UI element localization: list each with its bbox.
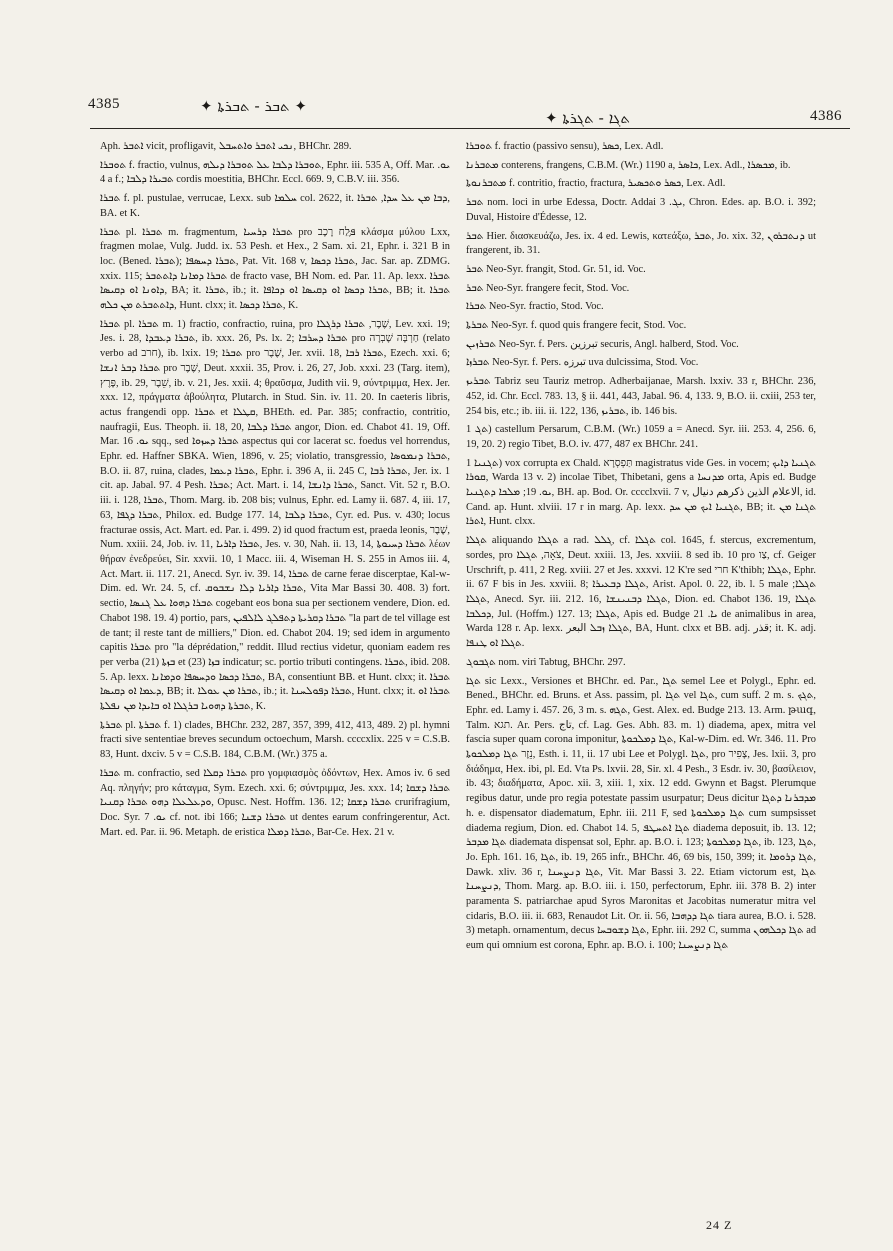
right-page-number: 4386	[810, 108, 842, 124]
dictionary-entry: ܬܒܪܐ m. confractio, sed ܬܒܪܐ ܕܩܠܐ pro γομφιασμὸς ὀδόντων, Hex. Amos iv. 6 sed Aq. πληγήν; pro κάταγμα, Sym. Ezech. xxi. 6; σύντριμμα, Jes. xxx. 14; ܬܒܪܐ ܕܫܩܐ ܘܕܥܠܥܠܐ ܕܗܘ ܬܒܪܐ ܕܩܢܝܐ, Opusc. Nest. Hoffm. 136. 12; ܬܒܪܐ ܕܫܩܐ crurifragium, Doc. Syr. ܝܘ. 7 cf. not. ibi 166; ܬܒܪܐ ܕܫܢܐ ut dentes earum confringerentur, Act. Mart. ed. Par. ii. 96. Metaph. de eristica ܬܒܪܐ ܕܡܠܐ, Bar-Ce. Hex. 21 v.	[100, 767, 451, 838]
dictionary-entry: ܬܒܪܙܐ Neo-Syr. f. Pers. تبرزه uva dulcissima, Stod. Voc.	[466, 357, 699, 369]
signature-mark: 24 Z	[706, 1218, 733, 1232]
dictionary-entry: ܬܒܪܙܝܢ Neo-Syr. f. Pers. تبرزين securis, Angl. halberd, Stod. Voc.	[466, 338, 739, 350]
header-rule	[90, 128, 850, 129]
dictionary-entry: ܬܒܪܐ f. pl. pustulae, verrucae, Lexx. sub ܚܠܡܐ col. 2622, it. ܕܒܐ ܡܢ ܥܠ ܚܕܐ, ܬܒܪܐ, BA. et K.	[100, 193, 451, 219]
left-running-head: ✦ ܬܒܪ - ܬܒܪܬܐ ✦	[200, 97, 307, 115]
dictionary-entry: ܬܒܪܬܐ pl. ܬܒܪܬܐ f. 1) clades, BHChr. 232, 287, 357, 399, 412, 413, 489. 2) pl. hymni fracti sive sententiae breves secundum octoechum, Marsh. ccccxlix. 225 v = C.S.B. 83, Hunt. dxciv. 5 v = C.S.B. 184, C.B.M. (Wr.) 375 a.	[100, 719, 450, 761]
dictionary-entry: ܬܓܠܐ aliquando ܬܓܠܐ a rad. ܓܠܠ, cf. ܬܓܠܐ col. 1645, f. stercus, excrementum, sordes, pro צֹאָה, ܬܓܠܐ, Deut. xxiii. 13, Jes. xxviii. 8 sed ib. 10 pro צַו, cf. Geiger Urschrift, p. 411, 2 Reg. xviii. 27 et Jes. xxxvi. 12 K're sed חרי K'thibh; ܬܓܠܐ, Ephr. ii. 67 F bis in Jes. xxviii. 8; ܬܓܠܐ ܕܒܥܝܪܐ, Arist. Apol. 0. 22, ib. l. 5 male ܬܓܠܐ; ܬܓܠܐ, Anecd. Syr. iii. 212. 16, ܬܓܠܐ ܕܒܢܝܢܫܐ, Dion. ed. Chabot 136. 19, ܬܓܠܐ ܕܟܠܒܐ, Jul. (Hoffm.) 127. 13; ܬܓܠܐ, Apis ed. Budge ܝܐ. 21 de animalibus in area, Warda 128 r. Ap. lexx. ܬܓܠܐ ܙܒܠ البعر, BA, Hunt. clxx et BB. adj. قذر; it. K. adj. ܬܓܠܐ ܐܘ ܛܢܦܐ.	[466, 535, 817, 650]
dictionary-entry: ܬܒܪܐ pl. ܬܒܪܐ m. 1) fractio, confractio, ruina, pro שֶׁבֶר, ܬܒܪܐ ܕܪܓܠܐ, Lev. xxi. 19; Jes. i. 28, ܬܒܪܐ ܕܥܒܕܐ, ib. xxx. 26, Ps. lx. 2; ܬܒܪܐ ܕܚܪܒܐ pro חַרְבָּה שָׁבְרָה (relato verbo ad חרב), ib. lxix. 19; ܬܒܪܐ pro שֶׁבֶר, Jer. xvii. 18, ܬܒܪܐ ܪܒܐ, Ezech. xxi. 6; ܬܒܪܐ ܕܒܪ ܐܢܫܐ pro שֶׁבֶר, Deut. xxxii. 35, Prov. i. 26, 27, Job. xxxi. 23 (Targ. item), פֶּרֶץ, ib. 29, שֵׁבֶר, ib. v. 21, Jes. xxii. 4; θραῦσμα, Judith vii. 9, σύντριμμα, Hex. Jer. xxx. 12, πράγματα ἀβούλητα, Plutarch. in Stud. Sin. iv. 11. 20. In caeteris libris, actus frangendi opp. ܬܒܪܐ et ܩܛܠܐ, BHEth. ed. Par. 385; confractio, contritio, naufragii, Eus. Theoph. ii. 18, 20, ܬܒܪܐ ܕܠܒܐ angor, Dion. ed. Chabot 41. 19, Off. Mar. ܝܘ. 16 sqq., sed ܬܒܪܐ ܕܚܙܘܐ aspectus qui cor lacerat sc. foedus vel horrendus, Ephr. ed. Haffner SBKA. Wien, 1896, v. 25; violatio, transgressio, ܬܒܪܐ ܕܢܡܘܣܐ, B.O. ii. 87, ruina, clades, ܬܒܪܐ ܕܥܡܐ, Ephr. i. 396 A, ii. 245 C, ܬܒܪܐ ܪܒܐ, Jer. ix. 1 cit. ap. Jabal. 97. 4 Pesh. ܬܒܪܐ; Act. Mart. i. 14, ܬܒܪܐ ܕܐܢܫܐ, Sanct. Vit. 52 r, B.O. iii. i. 128, ܬܒܪܐ, Thom. Marg. ib. 208 bis; vulnus, Ephr. ed. Lamy ii. 687. 4, iii. 17, 63, ܬܒܪܐ ܕܓܦܐ, Philox. ed. Budge 177. 14, ܬܒܪܐ ܕܠܒܐ, Cyr. ed. Pus. v. 430; locus fracturae ossis, Act. Mart. ed. Par. i. 499. 2) id quod fractum est, praeda leonis, שֶׁבֶר, Num. xxiii. 24, Job. iv. 11, ܬܒܪܐ ܕܐܪܝܐ, Jes. v. 30, Nah. ii. 13, 14, ܬܒܪܐ ܕܚܝܘܬܐ λέων θήραν ἐνεδρεύει, Sir. xxvii. 10, 1 Macc. iii. 4, Wiseman H. S. 255 in Amos iii. 4, Act. Mart. ii. 117. 21, Anecd. Syr. iv. 39. 14, ܬܒܪܐ de carne ferae discerptae, Kal-w-Dim. ed. Wr. 24. 5, cf. ܬܒܪܐ ܕܐܪܝܐ ܕܠܐ ܢܫܒܘܩ, Vita Mar Bassi 30. 408. 3) fort. sectio, ܬܒܪܐ ܕܗܘܐ ܥܠ ܓܢܣܐ cogebant eos bona sua per sectionem vendere, Dion. ed. Chabot 198. 19. 4) portio, pars, ܬܒܪܐ ܕܩܪܝܬܐ ܕܬܦܠܓ ܠܐܠܦܝܢ "la part de tel village est de tant; il reste tant de milliers," Dion. ed. Chabot 204. 19; sed idem in argumento capitis ܬܒܪܐ pro "la déprédation," reddit. Illud rectius videtur, quoniam eadem res per verba ܒܙܬܐ (21) et ܒܙܐ (23) indicatur; sc. portio tributi contingens. ܬܒܪܐ, ibid. 208. 5. Ap. lexx. ܬܒܪܐ ܕܟܣܐ ܘܕܚܣܦܐ ܘܕܡܐܢܐ, BA, consentiunt BB. et Hunt. clxx; it. ܬܒܪܐ ܕܥܡܐ ܐܘ ܕܩܝܣܐ, BB; it. ܬܒܪܐ ܡܢ ܥܘܠܐ, ib.; it. ܬܒܪܐ ܕܦܘܠܚܢܐ, Hunt. clxx; it. ܬܒܪܐ ܐܘ ܬܒܪܬܐ ܕܗܘܝܐ ܒܪܓܠܐ ܐܘ ܒܐܝܕܐ ܡܢ ܢܦܠܬܐ, K.	[100, 318, 451, 713]
dictionary-entry: ܡܬܒܪܢܘܬܐ f. contritio, fractio, fractura, ܟܣܪ ܘܬܟܣܝܪ, Lex. Adl.	[466, 178, 726, 190]
left-page-number: 4385	[88, 96, 120, 112]
dictionary-entry: ܬܓܒܘܓ nom. viri Tabtug, BHChr. 297.	[466, 656, 626, 668]
dictionary-entry: ܡܬܒܪܢܐ conterens, frangens, C.B.M. (Wr.) 1190 a, ܟܐܣܪ, Lex. Adl., ܡܟܣܪܐ, ib.	[466, 159, 791, 171]
dictionary-entry: ܬܒܪܝܙ Tabriz seu Tauriz metrop. Adherbaijanae, Marsh. lxxiv. 33 r, BHChr. 236, 452, id. Chr. Eccl. 783. 13, § ii. 441, 443, Jabal. 96. 4, 133. 9, B.O. ii. cxiii, 253 ter, 254 bis, etc.; ib. iii. ii. 122, 136, ܬܒܪܝܙ, ib. 146 bis.	[466, 376, 816, 417]
dictionary-entry: ܬܓܐ sic Lexx., Versiones et BHChr. ed. Par., ܬܓܐ semel Lee et Polygl., Ephr. ed. Bened., BHChr. ed. Bruns. et Ass. passim, pl. ܬܓܐ vel ܬܓܐ, cum suff. 2 m. s. ܬܓܟ, Ephr. ed. Lamy i. 457. 26, 3 m. s. ܬܓܗ, Gest. Alex. ed. Budge 213. 13. Arm. թագ, Talm. תגא. Ar. Pers. تاج, cf. Lag. Ges. Abh. 83. m. 1) diadema, apex, mitra vel fascia super quam corona imponitur, ܬܓܐ ܕܡܠܟܘܬܐ, Kal-w-Dim. ed. Wr. 346. 11. Pro נֵזֶר ܬܓܐ ܕܡܠܟܘܬܐ, Esth. i. 11, ii. 17 ubi Lee et Polygl. ܬܓܐ, pro צָפִיר, Jes. lxii. 3, pro διάδημα, Hex. ibi, pl. Ed. Vta Ps. lxvii. 28, Sir. xl. 4 Pesh., 3 Esdr. iv. 30, βασίλειον, ib. 43; διαδήματα, Apoc. xii. 3, xiii. 1, xix. 12 edd. Gwynn et Bagst. Plerumque regibus datur, unde pro regia potestate passim usurpatur; Deus dicitur ܡܕܒܪܢܐ ܕܬܓܐ h. e. dispensator diadematum, Ephr. iii. 211 F, sed ܬܓܐ ܕܡܠܟܘܬܐ cum sumpsisset diadema regium, Dion. ed. Chabot 14. 5, ܬܓܐ ܐܬܚܛܦ diadema deposuit, ib. 13. 12; ܬܓܐ ܡܕܒܪ diademata dispensat sol, Ephr. ap. B.O. i. 123; ܬܓܐ ܕܡܠܟܘܬܐ, ib. 123, ܬܓܐ, Jo. Eph. 161. 16, ܬܓܐ, ib. 19, 265 infr., BHChr. 46, 69 bis, 150, 399; it. ܬܓܐ ܕܪܘܡܐ, Dawk. xliv. 36 r, ܬܓܐ ܕܢܨܚܢܐ, Vit. Mar Bassi 3. 22. Etiam victorum est, ܬܓܐ ܕܢܨܚܢܐ, Thom. Marg. ap. B.O. iii. i. 150, perfectorum, Ephr. iii. 378 B. 2) inter paramenta S. patriarchae apud Syros Maronitas et Jacobitas numeratur mitra vel cidaris, B.O. iii. ii. 683, Renaudot Lit. Or. ii. 56, ܬܓܐ ܕܕܗܒܐ tiara aurea, B.O. i. 528. 3) metaph. ornamentum, decus ܬܓܐ ܕܫܘܒܚܐ, Ephr. iii. 292 C, summa ܬܓܐ ܕܟܠܗܘܢ ad eum qui omnium est corona, Ephr. ap. B.O. i. 100; ܬܓܐ ܕܢܨܚܢܐ	[466, 675, 817, 952]
right-running-head: ✦ ܬܓܐ - ܬܓܪܬܐ	[545, 109, 631, 127]
dictionary-entry: ܬܒܪ Hier. διασκευάζω, Jes. ix. 4 ed. Lewis, κατεάξω, ܬܒܪ, Jo. xix. 32, ܕܢܬܒܪܘܢ ut frangerent, ib. 31.	[466, 230, 816, 257]
dictionary-entry: ܬܒܪ Neo-Syr. frangit, Stod. Gr. 51, id. Voc.	[466, 263, 646, 275]
dictionary-entry: Aph. ܐܬܒܪ vicit, profligavit, ܢܟܝ ܐܬܒܪ ܘܐܬܚܒܠ, BHChr. 289.	[100, 141, 352, 152]
left-column	[100, 140, 450, 844]
dictionary-entry: ܬܒܪܐ pl. ܬܒܪܐ m. fragmentum, ܬܒܪܐ ܕܪܚܝܐ pro ܦֶּלַח רֶכֶב κλάσμα μύλου Lxx, fragmen molae, Vulg. Judd. ix. 53 Pesh. et Hex., 2 Sam. xi. 21, Ephr. i. 321 B in loc. (Bened. ܬܒܪܐ); ܬܒܪܐ ܕܚܣܦܐ, Pat. Vit. 168 v, ܬܒܪܐ ܕܟܣܐ, Jac. Sar. ap. ZDMG. xxix. 115; ܬܒܪܐ ܕܡܐܢܐ ܕܐܬܬܒܪ de fracto vase, BH Nom. ed. Par. 11. Ap. lexx. ܬܒܪܐ ܕܐܘܢܐ ܐܘ ܕܩܝܣܐ, BA; it. ܬܒܪܐ, ib.; it. ܬܒܪܐ ܕܟܣܐ ܐܘ ܕܩܝܣܐ ܐܘ ܕܟܐܦܐ, BB; it. ܬܒܪܐ ܕܐܬܬܒܪܬ ܡܢ ܟܠܗ, Hunt. clxx; it. ܬܒܪܐ ܕܟܣܐ, K.	[100, 226, 451, 312]
page-header	[0, 0, 893, 127]
dictionary-entry: ܬܒܪ nom. loci in urbe Edessa, Doctr. Addai ܝܓ. 3, Chron. Edes. ap. B.O. i. 392; Duval, Histoire d'Édesse, 12.	[466, 197, 817, 223]
right-column	[466, 140, 816, 958]
dictionary-entry: ܬܓܢܝܐ 1) vox corrupta ex Chald. תַּפְסְרָא magistratus vide Ges. in vocem; ܬܓܢܝܐ ܕܐܝܟ ܩܘܪܐ, Warda 13 v. 2) incolae Tibet, Thibetani, gens a ܡܕܢܚܐ orta, Apis ed. Budge ܝܘ. 19; ܡܠܟܐ ܕܬܓܢܝܐ, BH. ap. Bod. Or. cccclxvii. 7 v, الاعلام الذين ذكرهم دنيال, id. Cand. ap. Hunt. xlviii. 17 r in marg. Ap. lexx. ܬܓܢܝܐ ܐܝܟ ܡܢ ܚܕ, BB; it. ܬܓܢܐ ܡܢ ܐܬܪܐ, Hunt. clxx.	[466, 457, 816, 528]
dictionary-entry: ܬܓ 1) castellum Persarum, C.B.M. (Wr.) 1059 a = Anecd. Syr. iii. 253. 4, 256. 6, 19, 20. 2) regio Tibet, B.O. iv. 477, 487 ex BHChr. 241.	[466, 424, 816, 450]
dictionary-entry: ܬܒܪܬܐ Neo-Syr. f. quod quis frangere fecit, Stod. Voc.	[466, 320, 687, 332]
dictionary-entry: ܬܒܪܐ Neo-Syr. fractio, Stod. Voc.	[466, 301, 604, 313]
dictionary-entry: ܬܘܒܪܐ f. fractio (passivo sensu), ܟܣܪ, Lex. Adl.	[466, 141, 664, 152]
dictionary-entry: ܬܘܒܪܐ f. fractio, vulnus, ܬܘܒܪܐ ܕܠܒܐ ܥܠ ܬܘܒܪܐ ܕܝܠܗ, Ephr. iii. 535 A, Off. Mar. ܝܘ. 4 a f.; ܬܒܝܪܐ ܕܠܒܐ cordis moestitia, BHChr. Eccl. 669. 9, C.B.V. iii. 356.	[100, 159, 450, 186]
dictionary-entry: ܬܒܪ Neo-Syr. frangere fecit, Stod. Voc.	[466, 282, 630, 294]
